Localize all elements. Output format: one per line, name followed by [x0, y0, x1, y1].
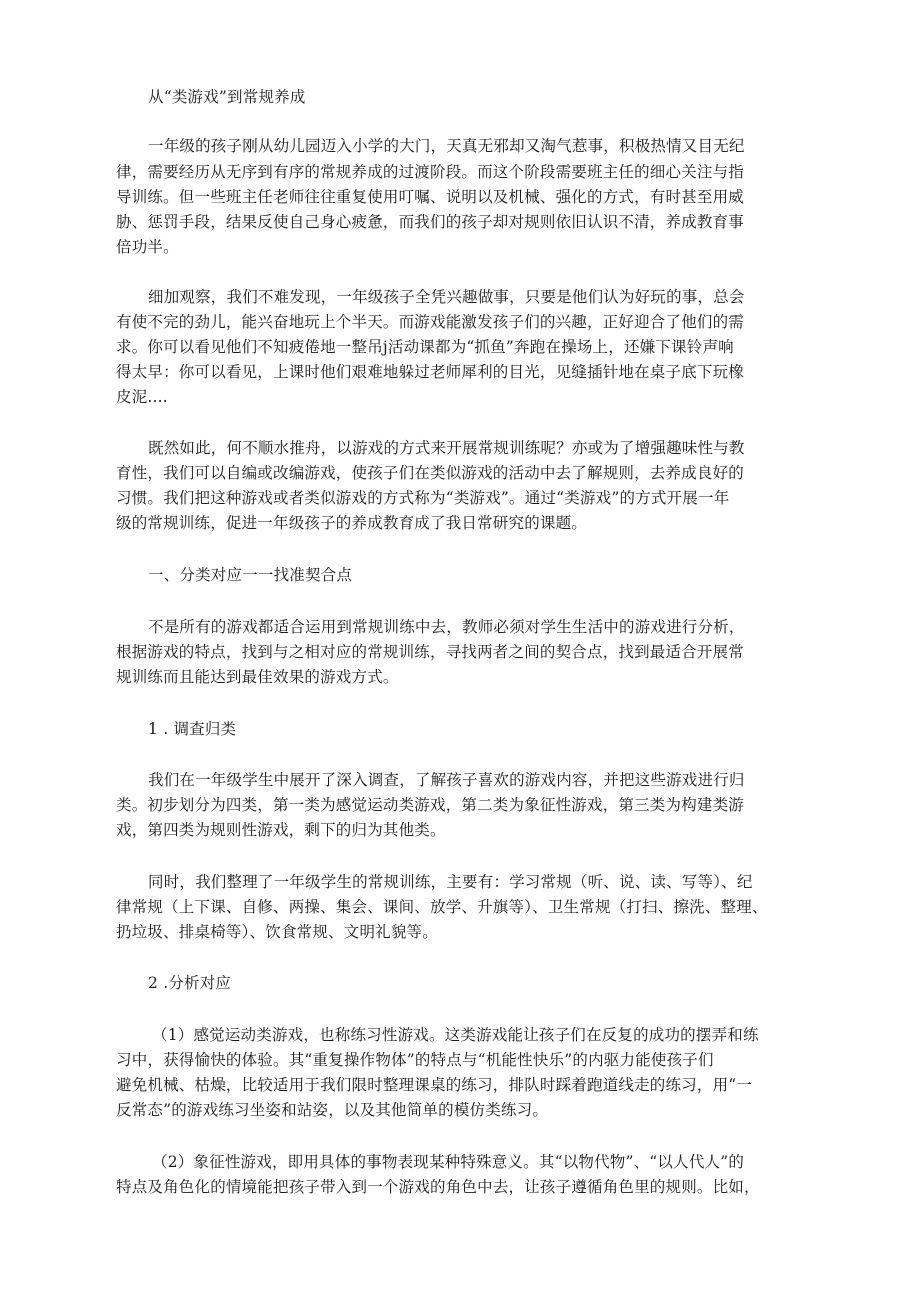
paragraph-line: 根据游戏的特点，找到与之相对应的常规训练，寻找两者之间的契合点，找到最适合开展常: [116, 643, 745, 661]
paragraph-line: 我们在一年级学生中展开了深入调查，了解孩子喜欢的游戏内容，并把这些游戏进行归: [148, 771, 745, 789]
paragraph-line: 皮泥....: [116, 388, 168, 406]
paragraph-line: 戏，第四类为规则性游戏，剩下的归为其他类。: [116, 821, 446, 839]
paragraph-line: 习惯。我们把这种游戏或者类似游戏的方式称为“类游戏”。通过“类游戏”的方式开展一年: [116, 489, 730, 507]
paragraph-line: 规训练而且能达到最佳效果的游戏方式。: [116, 668, 399, 686]
paragraph-line: 扔垃圾、排桌椅等）、饮食常规、文明礼貌等。: [116, 923, 438, 941]
paragraph-line: 习中，获得愉快的体验。其“重复操作物体”的特点与“机能性快乐”的内驱力能使孩子们: [116, 1051, 714, 1069]
paragraph-line: 有使不完的劲儿，能兴奋地玩上个半天。而游戏能激发孩子们的兴趣，正好迎合了他们的需: [116, 313, 745, 331]
paragraph-line: 倍功半。: [116, 238, 179, 256]
document-title: 从“类游戏”到常规养成: [148, 88, 306, 106]
paragraph-line: 避免机械、枯燥，比较适用于我们限时整理课桌的练习，排队时踩着跑道线走的练习，用“一: [116, 1076, 753, 1094]
paragraph-line: 反常态”的游戏练习坐姿和站姿，以及其他简单的模仿类练习。: [116, 1101, 549, 1119]
paragraph-line: （1）感觉运动类游戏，也称练习性游戏。这类游戏能让孩子们在反复的成功的摆弄和练: [152, 1026, 759, 1044]
paragraph-line: 导训练。但一些班主任老师往往重复使用叮嘱、说明以及机械、强化的方式，有时甚至用威: [116, 188, 745, 206]
paragraph-line: （2）象征性游戏，即用具体的事物表现某种特殊意义。其“以物代物”、“以人代人”的: [152, 1153, 745, 1171]
paragraph-line: 律常规（上下课、自修、两操、集会、课间、放学、升旗等）、卫生常规（打扫、擦洗、整理、: [116, 898, 768, 916]
subsection-heading: 1 . 调查归类: [148, 720, 237, 738]
paragraph-line: 律，需要经历从无序到有序的常规养成的过渡阶段。而这个阶段需要班主任的细心关注与指: [116, 163, 745, 181]
section-heading: 一、分类对应一一找准契合点: [148, 566, 353, 584]
paragraph-line: 一年级的孩子刚从幼儿园迈入小学的大门，天真无邪却又淘气惹事，积极热情又目无纪: [148, 137, 745, 155]
paragraph-line: 同时，我们整理了一年级学生的常规训练，主要有：学习常规（听、说、读、写等）、纪: [148, 873, 753, 891]
paragraph-line: 既然如此，何不顺水推舟，以游戏的方式来开展常规训练呢？亦或为了增强趣味性与教: [148, 439, 745, 457]
subsection-heading: 2 .分析对应: [148, 974, 232, 992]
paragraph-line: 级的常规训练，促进一年级孩子的养成教育成了我日常研究的课题。: [116, 514, 588, 532]
paragraph-line: 特点及角色化的情境能把孩子带入到一个游戏的角色中去，让孩子遵循角色里的规则。比如，: [116, 1178, 760, 1196]
paragraph-line: 育性，我们可以自编或改编游戏，使孩子们在类似游戏的活动中去了解规则，去养成良好的: [116, 464, 745, 482]
paragraph-line: 不是所有的游戏都适合运用到常规训练中去，教师必须对学生生活中的游戏进行分析，: [148, 618, 745, 636]
paragraph-line: 求。你可以看见他们不知疲倦地一整吊j活动课都为“抓鱼”奔跑在操场上，还嫌下课铃声响: [116, 338, 734, 356]
paragraph-line: 得太早：你可以看见，上课时他们艰难地躲过老师犀利的目光，见缝插针地在桌子底下玩橡: [116, 363, 745, 381]
paragraph-line: 胁、惩罚手段，结果反使自己身心疲惫，而我们的孩子却对规则依旧认识不清，养成教育事: [116, 213, 745, 231]
paragraph-line: 细加观察，我们不难发现，一年级孩子全凭兴趣做事，只要是他们认为好玩的事，总会: [148, 288, 745, 306]
paragraph-line: 类。初步划分为四类，第一类为感觉运动类游戏，第二类为象征性游戏，第三类为构建类游: [116, 796, 745, 814]
